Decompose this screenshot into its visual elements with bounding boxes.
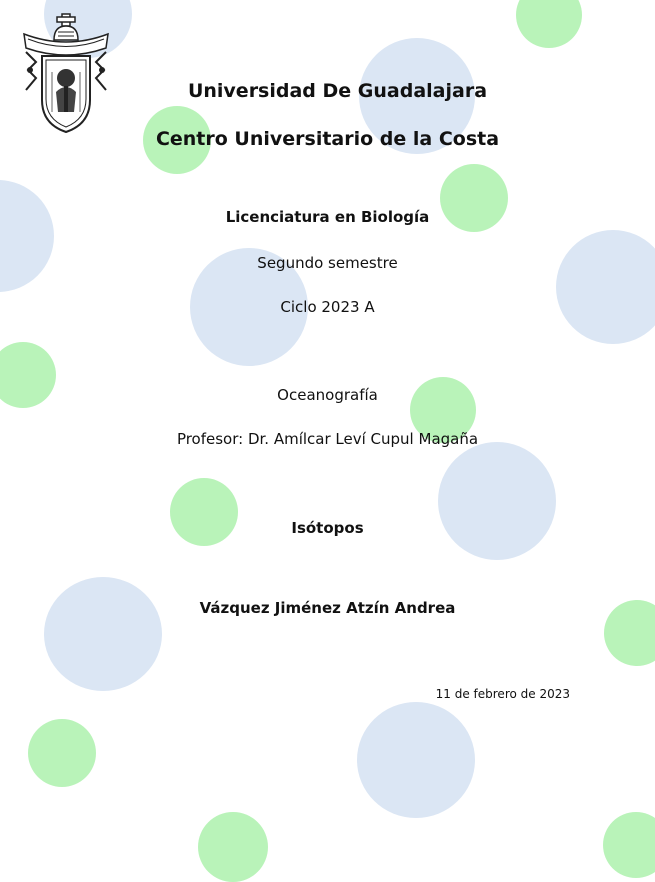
green-dot — [516, 0, 582, 48]
student-name: Vázquez Jiménez Atzín Andrea — [199, 599, 456, 617]
blue-dot — [357, 702, 475, 818]
topic-title: Isótopos — [291, 519, 364, 537]
green-dot — [603, 812, 655, 878]
university-title: Universidad De Guadalajara — [187, 80, 488, 102]
subject-label: Oceanografía — [277, 386, 378, 404]
cycle-label: Ciclo 2023 A — [280, 298, 375, 316]
blue-dot — [0, 180, 54, 292]
blue-dot — [44, 577, 162, 691]
green-dot — [28, 719, 96, 787]
center-title: Centro Universitario de la Costa — [155, 128, 500, 150]
degree-label: Licenciatura en Biología — [225, 208, 430, 226]
green-dot — [198, 812, 268, 882]
blue-dot — [438, 442, 556, 560]
blue-dot — [556, 230, 655, 344]
professor-label: Profesor: Dr. Amílcar Leví Cupul Magaña — [176, 430, 479, 448]
semester-label: Segundo semestre — [257, 254, 398, 272]
university-crest-icon — [20, 12, 112, 136]
date-label: 11 de febrero de 2023 — [435, 687, 570, 701]
